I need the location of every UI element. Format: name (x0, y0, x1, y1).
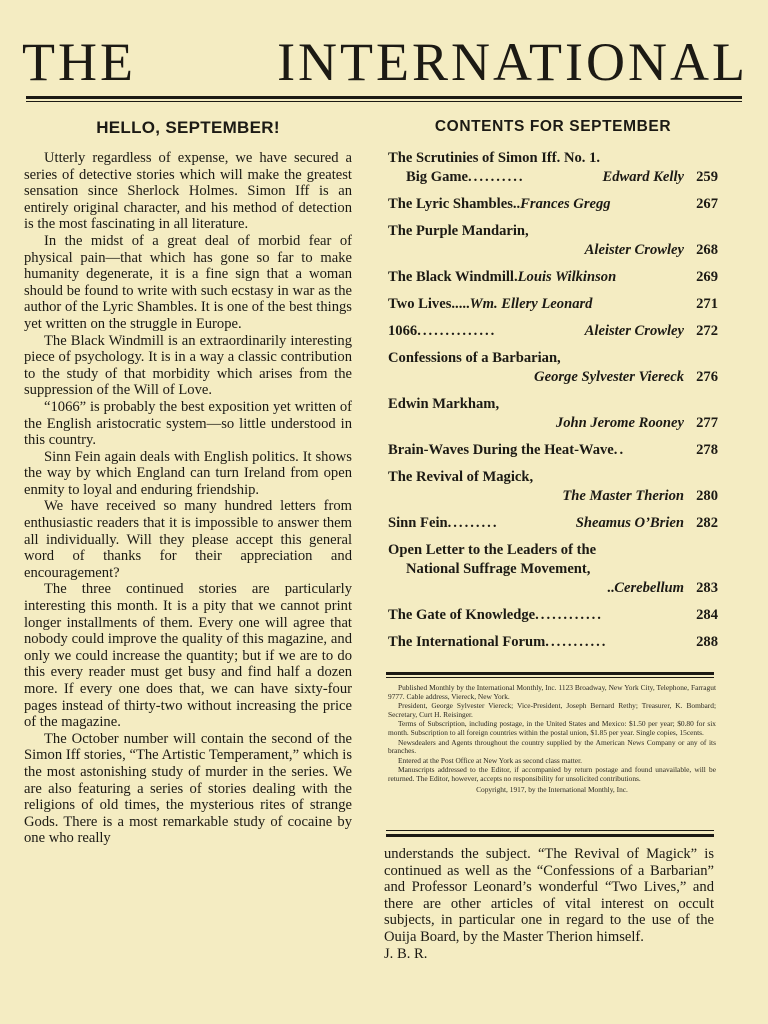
toc-title: The Purple Mandarin, (388, 223, 529, 239)
toc-page: 276 (696, 369, 718, 385)
editorial-paragraph: Utterly regardless of expense, we have secured a series of detective stories which will make the greatest sensation since Sherlock Holmes. Simon Iff is an entirely original character, and his method of detection is the most fascinating in all literature. (24, 150, 352, 233)
contents-heading: CONTENTS FOR SEPTEMBER (434, 118, 672, 135)
toc-author: Sheamus O’Brien (575, 515, 684, 531)
toc-title: 1066 (388, 323, 418, 339)
toc-page: 268 (696, 242, 718, 258)
toc-leader: .. (606, 580, 615, 596)
editor-signature: J. B. R. (384, 945, 428, 962)
toc-author: George Sylvester Viereck (534, 369, 684, 385)
toc-leader: ........... (545, 634, 608, 650)
toc-entry[interactable] (388, 541, 718, 598)
toc-title: The Gate of Knowledge (388, 607, 536, 623)
toc-leader: .............. (417, 323, 497, 339)
editorial-paragraph: “1066” is probably the best exposition yet written of the English aristocratic system—so little understood in this country. (24, 398, 352, 449)
toc-page: 269 (696, 269, 718, 285)
toc-entry[interactable] (388, 349, 718, 387)
toc-title: The Lyric Shambles (388, 196, 513, 212)
toc-entry[interactable] (388, 606, 718, 625)
toc-page: 259 (696, 169, 718, 185)
contents-rule-bottom (386, 834, 714, 837)
toc-leader: . (513, 269, 518, 285)
toc-page: 280 (696, 488, 718, 504)
toc-author: The Master Therion (562, 488, 684, 504)
publication-info (388, 684, 716, 795)
toc-page: 267 (696, 196, 718, 212)
toc-author: John Jerome Rooney (555, 415, 684, 431)
toc-title: Edwin Markham, (388, 396, 500, 412)
editorial-heading: HELLO, SEPTEMBER! (96, 118, 280, 137)
toc-title: The International Forum (388, 634, 546, 650)
continuation-paragraph: understands the subject. “The Revival of Magick” is continued as well as the “Confessions of a Barbarian” and Professor Leonard’s wonderful “Two Lives,” and there are other articles of vital interest on occult subjects, in particular one in regard to the use of the Ouija Board, by the Master Therion himself. (384, 846, 714, 945)
editorial-paragraph: In the midst of a great deal of morbid fear of physical pain—that which has gone so far to make humanity degenerate, it is a fine sign that a woman should be found to write with such ecstasy in war as the author of the Lyric Shambles. It is one of the best things yet written on the struggle in Europe. (24, 232, 352, 332)
toc-entry[interactable] (388, 268, 718, 287)
toc-page: 271 (696, 296, 718, 312)
masthead-rule-top (26, 96, 742, 99)
toc-title: Confessions of a Barbarian, (388, 350, 561, 366)
pubinfo-line: Newsdealers and Agents throughout the country supplied by the American News Company or any of its branches. (388, 737, 716, 756)
masthead-word-international: INTERNATIONAL (277, 32, 748, 92)
masthead-word-the: THE (22, 32, 136, 92)
editorial-column (24, 118, 352, 847)
toc-leader: .. (512, 196, 521, 212)
toc-entry[interactable] (388, 633, 718, 652)
toc-page: 278 (696, 442, 718, 458)
toc-title: The Scrutinies of Simon Iff. No. 1. (388, 150, 601, 166)
toc-entry[interactable] (388, 322, 718, 341)
editorial-continuation (384, 846, 714, 962)
toc-entry[interactable] (388, 395, 718, 433)
pubinfo-line: Entered at the Post Office at New York as second class matter. (398, 755, 582, 765)
copyright-line: Copyright, 1917, by the International Monthly, Inc. (476, 784, 628, 794)
pubinfo-line: President, George Sylvester Viereck; Vice-President, Joseph Bernard Rethy; Treasurer, K. Bombard; Secretary, Curt H. Reisinger. (388, 701, 716, 719)
toc-page: 272 (696, 323, 718, 339)
editorial-paragraph: The three continued stories are particularly interesting this month. It is a pity that we cannot print longer installments of them. Every one will agree that nobody could improve the quality of this magazine, and only we could increase the quantity; but if we are to do this every reader must get busy and find half a dozen more. If every one does that, we can have sixty-four pages instead of thirty-two without increasing the price of the magazine. (24, 581, 352, 731)
editorial-paragraph: Sinn Fein again deals with English politics. It shows the way by which England can turn Ireland from open enmity to loyal and enduring friendship. (24, 448, 352, 498)
toc-entry[interactable] (388, 468, 718, 506)
toc-subtitle: National Suffrage Movement, (406, 561, 591, 577)
toc-author: Aleister Crowley (584, 242, 684, 258)
masthead (22, 30, 748, 94)
toc-page: 284 (696, 607, 718, 623)
toc-entry[interactable] (388, 514, 718, 533)
editorial-paragraph: We have received so many hundred letters from enthusiastic readers that it is impossible to answer them all individually. Will they please accept this general word of thanks for their appreciation and encouragement? (24, 498, 352, 581)
toc-author: Cerebellum (614, 580, 684, 596)
toc-leader: .......... (468, 169, 525, 185)
toc-page: 288 (696, 634, 718, 650)
contents-rule-top-thin (386, 677, 714, 678)
masthead-rule-bottom (26, 101, 742, 102)
toc-leader: ..... (451, 296, 470, 312)
toc-entry[interactable] (388, 222, 718, 260)
pubinfo-line: Terms of Subscription, including postage, in the United States and Mexico: $1.50 per year; $0.80 for six month. Subscription to all foreign countries within the postal union, $1.85 per year. Single copies, 15cents. (388, 719, 716, 737)
toc-title: The Revival of Magick, (388, 469, 534, 485)
pubinfo-line: Published Monthly by the International Monthly, Inc. 1123 Broadway, New York City, Telephone, Farragut 9777. Cable address, Viereck, New York. (388, 683, 716, 701)
toc-leader: ......... (447, 515, 499, 531)
toc-title: The Black Windmill (388, 269, 514, 285)
toc-entry[interactable] (388, 149, 718, 187)
toc-page: 277 (696, 415, 718, 431)
toc-author: Edward Kelly (602, 169, 684, 185)
toc-entry[interactable] (388, 195, 718, 214)
toc-entry[interactable] (388, 295, 718, 314)
toc-author: Frances Gregg (520, 196, 611, 212)
table-of-contents (388, 118, 718, 660)
contents-rule-bottom-thin (386, 830, 714, 831)
toc-leader: .. (613, 442, 626, 458)
toc-author: Aleister Crowley (584, 323, 684, 339)
toc-author: Louis Wilkinson (517, 269, 617, 285)
toc-title: Two Lives (388, 296, 452, 312)
toc-leader: ............ (535, 607, 603, 623)
pubinfo-line: Manuscripts addressed to the Editor, if accompanied by return postage and found unavailable, will be returned. The Editor, however, accepts no responsibility for unsolicited contributions. (388, 765, 716, 783)
editorial-paragraph: The October number will contain the second of the Simon Iff stories, “The Artistic Temperament,” which is the most astonishing study of murder in the series. We are also featuring a series of stories dealing with the religions of old times, the mysterious rites of strange Gods. There is a most remarkable study of cocaine by one who really (24, 730, 352, 847)
toc-title: Open Letter to the Leaders of the (388, 542, 597, 558)
toc-subtitle: Big Game (406, 169, 469, 185)
toc-page: 282 (696, 515, 718, 531)
toc-title: Brain-Waves During the Heat-Wave (388, 442, 614, 458)
contents-rule-top (386, 672, 714, 675)
toc-entry[interactable] (388, 441, 718, 460)
toc-author: Wm. Ellery Leonard (469, 296, 593, 312)
editorial-paragraph: The Black Windmill is an extraordinarily interesting piece of psychology. It is in a way a classic contribution to the study of that morbidity which arises from the suppression of the Will of Love. (24, 332, 352, 399)
toc-title: Sinn Fein (388, 515, 448, 531)
toc-page: 283 (696, 580, 718, 596)
